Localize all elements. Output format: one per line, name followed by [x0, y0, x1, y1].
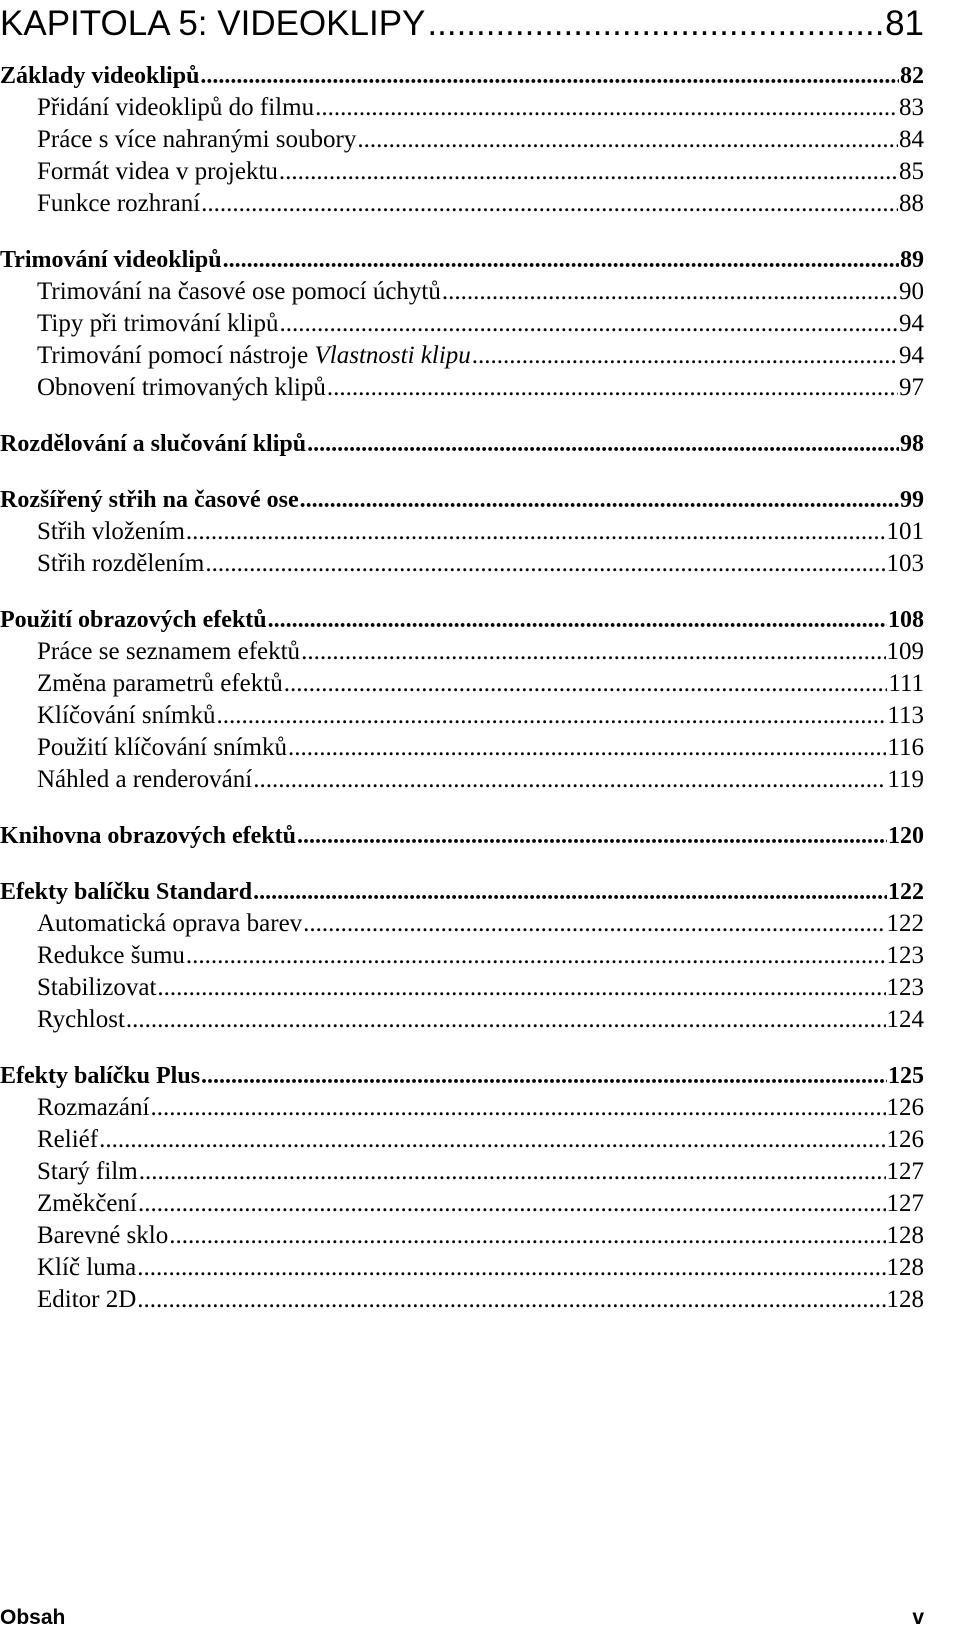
toc-entry-title-text: Funkce rozhraní	[37, 190, 201, 217]
toc-subsection-entry[interactable]	[0, 188, 924, 220]
footer-section-label: Obsah	[0, 1606, 66, 1629]
toc-entry-title	[37, 700, 215, 732]
toc-entry-title	[37, 732, 287, 764]
toc-entry-title	[0, 820, 296, 852]
toc-entry-title-text: Editor 2D	[37, 1286, 137, 1313]
toc-section-entry[interactable]	[0, 484, 924, 516]
toc-page-number: 127	[886, 1190, 924, 1217]
toc-page-number: 127	[886, 1158, 924, 1185]
toc-section	[0, 604, 924, 796]
toc-entry-title	[0, 484, 299, 516]
page-footer	[0, 1603, 924, 1633]
toc-entry-title	[37, 124, 356, 156]
toc-subsection-entry[interactable]	[0, 1220, 924, 1252]
dot-leader	[99, 1124, 885, 1156]
toc-entry-title	[37, 940, 185, 972]
toc-subsection-entry[interactable]	[0, 1124, 924, 1156]
toc-subsection-entry[interactable]	[0, 308, 924, 340]
toc-entry-title	[0, 876, 252, 908]
toc-entry-title	[37, 340, 471, 372]
toc-page-number: 101	[886, 518, 924, 545]
toc-section	[0, 60, 924, 220]
toc-entry-title-text: Práce se seznamem efektů	[37, 638, 301, 665]
dot-leader	[201, 188, 898, 220]
toc-entry-title-text: Klíčování snímků	[37, 702, 216, 729]
dot-leader	[139, 1156, 886, 1188]
toc-entry-title-text: Změna parametrů efektů	[37, 670, 283, 697]
toc-page-number: 111	[888, 670, 924, 697]
toc-entry-title	[0, 428, 306, 460]
toc-section	[0, 820, 924, 852]
toc-entry-title	[0, 604, 267, 636]
toc-entry-title-text: Tipy při trimování klipů	[37, 310, 279, 337]
toc-section-entry[interactable]	[0, 820, 924, 852]
toc-entry-title-text: Starý film	[37, 1158, 138, 1185]
toc-entry-title	[37, 1188, 137, 1220]
toc-entry-title	[37, 908, 302, 940]
toc-subsection-entry[interactable]	[0, 372, 924, 404]
chapter-page-number: 81	[885, 4, 924, 43]
toc-entry-title	[37, 972, 156, 1004]
toc-section-entry[interactable]	[0, 428, 924, 460]
toc-section	[0, 484, 924, 580]
dot-leader	[138, 1188, 886, 1220]
toc-entry-title-text: Efekty balíčku Plus	[0, 1063, 201, 1089]
toc-entry-title-text: Stabilizovat	[37, 974, 157, 1001]
toc-page-number: 94	[899, 342, 924, 369]
table-of-contents	[0, 60, 924, 1340]
dot-leader	[169, 1220, 885, 1252]
toc-page-number: 103	[886, 550, 924, 577]
toc-entry-title	[37, 636, 300, 668]
toc-entry-title	[37, 764, 252, 796]
toc-page-number: 85	[899, 158, 924, 185]
toc-section-entry[interactable]	[0, 604, 924, 636]
dot-leader	[288, 732, 886, 764]
toc-entry-title	[37, 276, 441, 308]
toc-page-number: 88	[899, 190, 924, 217]
toc-subsection-entry[interactable]	[0, 908, 924, 940]
dot-leader	[268, 604, 887, 636]
toc-entry-title-text: Rozdělování a slučování klipů	[0, 431, 307, 457]
toc-subsection-entry[interactable]	[0, 732, 924, 764]
toc-page-number: 126	[886, 1126, 924, 1153]
toc-section	[0, 1060, 924, 1316]
toc-subsection-entry[interactable]	[0, 1284, 924, 1316]
toc-subsection-entry[interactable]	[0, 1004, 924, 1036]
dot-leader	[472, 340, 898, 372]
toc-page-number: 82	[900, 63, 924, 89]
toc-entry-title	[37, 1156, 138, 1188]
toc-entry-title-text: Trimování videoklipů	[0, 247, 222, 273]
toc-subsection-entry[interactable]	[0, 668, 924, 700]
toc-page-number: 122	[888, 879, 924, 905]
toc-page-number: 125	[888, 1063, 924, 1089]
dot-leader	[297, 820, 887, 852]
toc-entry-title-text: Použití obrazových efektů	[0, 607, 267, 633]
dot-leader	[223, 244, 899, 276]
toc-page-number: 119	[887, 766, 924, 793]
toc-entry-title-text: Rozmazání	[37, 1094, 150, 1121]
toc-page-number: 116	[887, 734, 924, 761]
toc-page-number: 128	[886, 1222, 924, 1249]
toc-subsection-entry[interactable]	[0, 1252, 924, 1284]
toc-entry-title	[37, 188, 200, 220]
toc-page-number: 113	[887, 702, 924, 729]
toc-subsection-entry[interactable]	[0, 1156, 924, 1188]
toc-subsection-entry[interactable]	[0, 636, 924, 668]
chapter-heading[interactable]	[0, 0, 924, 48]
toc-entry-title	[0, 244, 222, 276]
toc-entry-title	[37, 156, 278, 188]
toc-subsection-entry[interactable]	[0, 1092, 924, 1124]
toc-section	[0, 244, 924, 404]
toc-entry-title	[0, 60, 199, 92]
dot-leader	[327, 372, 898, 404]
toc-entry-title	[37, 1252, 136, 1284]
toc-entry-title-text: Střih vložením	[37, 518, 185, 545]
toc-entry-title-text: Redukce šumu	[37, 942, 185, 969]
dot-leader	[303, 908, 885, 940]
toc-entry-title	[37, 1004, 125, 1036]
toc-entry-title-text: Základy videoklipů	[0, 63, 200, 89]
dot-leader	[137, 1252, 885, 1284]
toc-entry-title-text: Obnovení trimovaných klipů	[37, 374, 326, 401]
chapter-title: KAPITOLA 5: VIDEOKLIPY	[0, 4, 426, 43]
toc-entry-title-text: Použití klíčování snímků	[37, 734, 287, 761]
toc-page-number: 83	[899, 94, 924, 121]
toc-entry-title-text: Klíč luma	[37, 1254, 137, 1281]
dot-leader	[279, 308, 898, 340]
toc-subsection-entry[interactable]	[0, 764, 924, 796]
toc-subsection-entry[interactable]	[0, 940, 924, 972]
dot-leader	[157, 972, 885, 1004]
dot-leader	[442, 276, 898, 308]
toc-page-number: 124	[886, 1006, 924, 1033]
toc-subsection-entry[interactable]	[0, 156, 924, 188]
dot-leader	[216, 700, 886, 732]
toc-entry-title-text: Střih rozdělením	[37, 550, 205, 577]
toc-page-number: 123	[886, 974, 924, 1001]
toc-entry-title	[37, 372, 326, 404]
dot-leader	[186, 516, 886, 548]
toc-entry-title	[37, 92, 314, 124]
toc-subsection-entry[interactable]	[0, 340, 924, 372]
dot-leader	[200, 60, 899, 92]
toc-page-number: 128	[886, 1254, 924, 1281]
toc-entry-title	[37, 1092, 149, 1124]
toc-page-number: 98	[900, 431, 924, 457]
dot-leader	[186, 940, 886, 972]
toc-page-number: 84	[899, 126, 924, 153]
toc-entry-title	[37, 308, 278, 340]
dot-leader	[307, 428, 899, 460]
dot-leader	[201, 1060, 887, 1092]
toc-entry-title-text: Reliéf	[37, 1126, 99, 1153]
toc-page-number: 128	[886, 1286, 924, 1313]
toc-section-entry[interactable]	[0, 1060, 924, 1092]
toc-subsection-entry[interactable]	[0, 548, 924, 580]
toc-page-number: 94	[899, 310, 924, 337]
dot-leader	[357, 124, 898, 156]
toc-subsection-entry[interactable]	[0, 276, 924, 308]
toc-entry-title-text: Práce s více nahranými soubory	[37, 126, 357, 153]
toc-entry-title-text: Trimování pomocí nástroje	[37, 342, 315, 369]
toc-page-number: 99	[900, 487, 924, 513]
toc-page-number: 97	[899, 374, 924, 401]
dot-leader	[126, 1004, 886, 1036]
dot-leader	[301, 636, 885, 668]
toc-page-number: 126	[886, 1094, 924, 1121]
toc-entry-title-text: Formát videa v projektu	[37, 158, 278, 185]
toc-entry-title-text: Trimování na časové ose pomocí úchytů	[37, 278, 441, 305]
dot-leader	[427, 0, 883, 48]
toc-page-number: 120	[888, 823, 924, 849]
toc-entry-title-text: Rozšířený střih na časové ose	[0, 487, 299, 513]
toc-subsection-entry[interactable]	[0, 92, 924, 124]
toc-section-entry[interactable]	[0, 876, 924, 908]
dot-leader	[315, 92, 898, 124]
toc-entry-title-text: Knihovna obrazových efektů	[0, 823, 297, 849]
toc-section	[0, 428, 924, 460]
toc-entry-title	[37, 668, 283, 700]
toc-subsection-entry[interactable]	[0, 516, 924, 548]
toc-entry-title	[0, 1060, 200, 1092]
toc-entry-title-text: Přidání videoklipů do filmu	[37, 94, 315, 121]
toc-subsection-entry[interactable]	[0, 124, 924, 156]
toc-subsection-entry[interactable]	[0, 1188, 924, 1220]
toc-entry-title-italic: Vlastnosti klipu	[314, 342, 471, 369]
dot-leader	[300, 484, 899, 516]
toc-entry-title	[37, 548, 204, 580]
toc-page-number: 109	[886, 638, 924, 665]
dot-leader	[253, 764, 886, 796]
footer-page-number: v	[912, 1606, 924, 1629]
dot-leader	[253, 876, 887, 908]
toc-subsection-entry[interactable]	[0, 700, 924, 732]
toc-entry-title-text: Barevné sklo	[37, 1222, 169, 1249]
toc-page-number: 122	[886, 910, 924, 937]
toc-page-number: 89	[900, 247, 924, 273]
dot-leader	[279, 156, 898, 188]
toc-section	[0, 876, 924, 1036]
toc-entry-title	[37, 1124, 98, 1156]
toc-entry-title-text: Změkčení	[37, 1190, 137, 1217]
toc-section-entry[interactable]	[0, 244, 924, 276]
toc-page-number: 108	[888, 607, 924, 633]
dot-leader	[205, 548, 885, 580]
toc-page-number: 123	[886, 942, 924, 969]
toc-entry-title-text: Efekty balíčku Standard	[0, 879, 253, 905]
dot-leader	[284, 668, 888, 700]
toc-entry-title	[37, 516, 185, 548]
dot-leader	[137, 1284, 885, 1316]
toc-entry-title	[37, 1284, 136, 1316]
toc-section-entry[interactable]	[0, 60, 924, 92]
toc-subsection-entry[interactable]	[0, 972, 924, 1004]
toc-entry-title-text: Náhled a renderování	[37, 766, 253, 793]
toc-page-number: 90	[899, 278, 924, 305]
toc-entry-title-text: Rychlost	[37, 1006, 125, 1033]
dot-leader	[150, 1092, 885, 1124]
toc-entry-title-text: Automatická oprava barev	[37, 910, 303, 937]
toc-entry-title	[37, 1220, 168, 1252]
